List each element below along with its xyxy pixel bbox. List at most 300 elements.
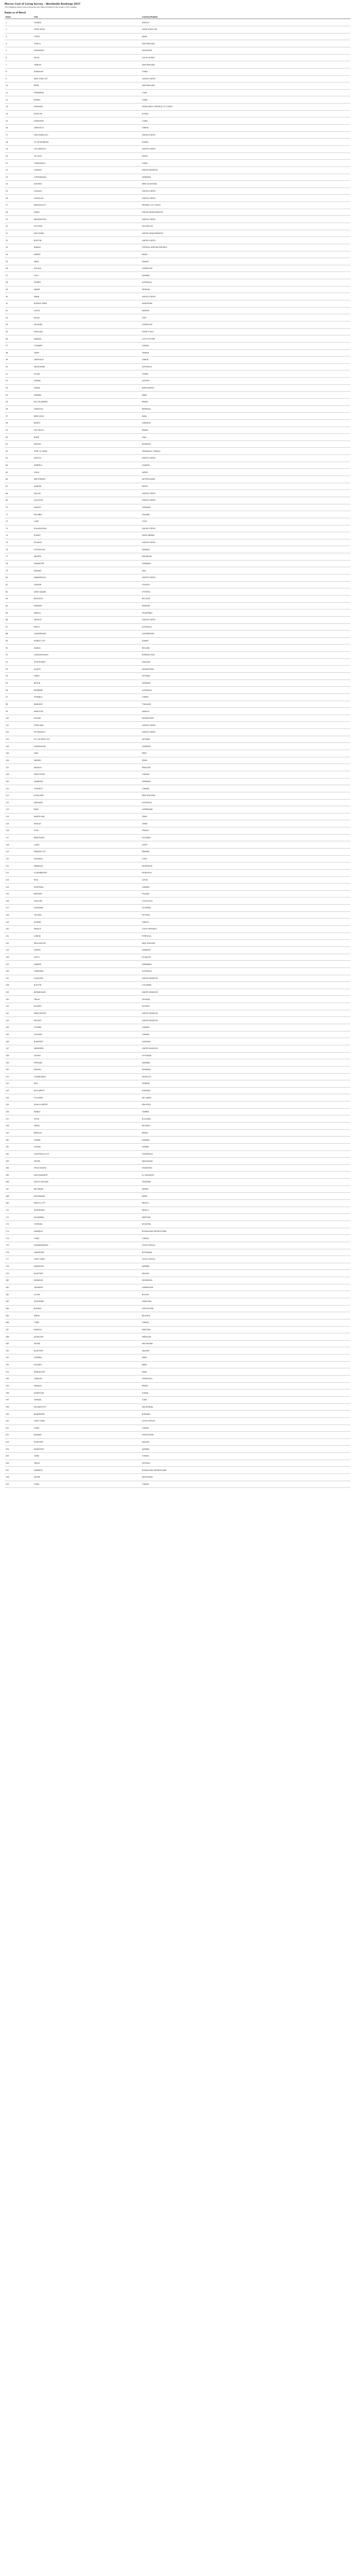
country-cell: NAMIBIA	[141, 1446, 350, 1453]
country-cell: UNITED STATES	[141, 539, 350, 546]
table-row	[5, 405, 350, 413]
rank-cell: 153	[5, 1087, 33, 1094]
city-cell: JOHANNESBURG	[33, 1242, 141, 1249]
country-cell: GUATEMALA	[141, 1150, 350, 1158]
rank-cell: 95	[5, 680, 33, 687]
rank-cell: 29	[5, 216, 33, 223]
rank-cell: 100	[5, 715, 33, 722]
rank-cell: 16	[5, 125, 33, 132]
rank-cell: 17	[5, 131, 33, 139]
table-row	[5, 771, 350, 778]
rank-cell: 60	[5, 434, 33, 441]
city-cell: OTTAWA	[33, 1024, 141, 1031]
country-cell: UKRAINE	[141, 1080, 350, 1088]
country-cell: MACEDONIA	[141, 1474, 350, 1481]
table-row	[5, 574, 350, 582]
table-row	[5, 876, 350, 884]
rank-cell: 158	[5, 1122, 33, 1129]
table-row	[5, 701, 350, 708]
rank-cell: 166	[5, 1179, 33, 1186]
rank-cell: 108	[5, 771, 33, 778]
country-cell: SAUDI ARABIA	[141, 532, 350, 539]
country-cell: MALAWI	[141, 1438, 350, 1446]
country-cell: UNITED ARAB EMIRATES	[141, 230, 350, 237]
table-row	[5, 1354, 350, 1362]
country-cell: KYRGYZSTAN	[141, 1432, 350, 1439]
city-cell: KATHMANDU	[33, 1193, 141, 1200]
table-row	[5, 1221, 350, 1228]
country-cell: CANADA	[141, 884, 350, 891]
country-cell: NICARAGUA	[141, 1277, 350, 1284]
city-cell: MELBOURNE	[33, 363, 141, 370]
rank-cell: 8	[5, 68, 33, 75]
country-cell: DENMARK	[141, 174, 350, 181]
rank-cell: 161	[5, 1143, 33, 1150]
table-row	[5, 328, 350, 335]
rank-cell: 81	[5, 581, 33, 588]
rank-cell: 24	[5, 181, 33, 188]
rank-cell: 75	[5, 539, 33, 546]
table-row	[5, 869, 350, 876]
table-body	[5, 19, 350, 1488]
rank-cell: 182	[5, 1291, 33, 1298]
rank-cell: 53	[5, 384, 33, 392]
rank-cell: 107	[5, 764, 33, 771]
city-cell: NEW YORK CITY	[33, 75, 141, 82]
rank-cell: 179	[5, 1270, 33, 1277]
rank-cell: 187	[5, 1326, 33, 1333]
country-cell: UNITED STATES	[141, 525, 350, 532]
city-cell: BANGALORE	[33, 1368, 141, 1376]
city-cell: SARAJEVO	[33, 1228, 141, 1235]
table-row	[5, 384, 350, 392]
table-row	[5, 237, 350, 244]
rank-cell: 140	[5, 996, 33, 1003]
city-cell: MONTEVIDEO	[33, 658, 141, 666]
rank-cell: 22	[5, 166, 33, 174]
rank-cell: 164	[5, 1164, 33, 1172]
rank-cell: 174	[5, 1235, 33, 1242]
city-cell: SAN JOSE	[33, 897, 141, 905]
table-row	[5, 841, 350, 849]
rank-cell: 90	[5, 645, 33, 652]
country-cell: MEXICO	[141, 1200, 350, 1207]
table-row	[5, 511, 350, 518]
table-row	[5, 1172, 350, 1179]
city-cell: VILNIUS	[33, 1052, 141, 1059]
rank-cell: 74	[5, 532, 33, 539]
country-cell: AUSTRALIA	[141, 799, 350, 806]
country-cell: AUSTRALIA	[141, 363, 350, 370]
country-cell: GEORGIA	[141, 996, 350, 1003]
table-row	[5, 631, 350, 638]
rank-cell: 170	[5, 1207, 33, 1214]
country-cell: GAMBIA	[141, 1108, 350, 1115]
rank-cell: 120	[5, 855, 33, 862]
table-row	[5, 1347, 350, 1354]
city-cell: ABU DHABI	[33, 230, 141, 237]
rank-cell: 143	[5, 1017, 33, 1024]
city-cell: BUJUMBURA	[33, 1411, 141, 1418]
city-cell: CAIRO	[33, 841, 141, 849]
table-row	[5, 1179, 350, 1186]
city-cell: KINGSTON	[33, 708, 141, 715]
city-cell: LOS ANGELES	[33, 145, 141, 152]
country-cell: FRANCE	[141, 258, 350, 265]
country-cell: CROATIA	[141, 581, 350, 588]
table-row	[5, 778, 350, 785]
rank-cell: 118	[5, 841, 33, 849]
country-cell: TUNISIA	[141, 1481, 350, 1488]
table-row	[5, 911, 350, 919]
country-cell: ARMENIA	[141, 1059, 350, 1066]
country-cell: UNITED STATES	[141, 722, 350, 729]
rank-cell: 136	[5, 968, 33, 975]
rank-cell: 3	[5, 33, 33, 40]
table-row	[5, 1270, 350, 1277]
rank-cell: 33	[5, 244, 33, 251]
rank-cell: 131	[5, 933, 33, 940]
city-cell: BLANTYRE	[33, 1270, 141, 1277]
country-cell: ITALY	[141, 314, 350, 321]
column-header-country[interactable]: Country/Region	[141, 15, 350, 19]
table-row	[5, 440, 350, 448]
rank-cell: 206	[5, 1460, 33, 1467]
city-cell: PHILADELPHIA	[33, 525, 141, 532]
table-row	[5, 785, 350, 792]
country-cell: BOLIVIA	[141, 1291, 350, 1298]
city-cell: DAKAR	[33, 286, 141, 293]
city-cell: KUWAIT CITY	[33, 637, 141, 645]
city-cell: BARCELONA	[33, 813, 141, 820]
rank-cell: 68	[5, 490, 33, 497]
country-cell: UNITED KINGDOM	[141, 989, 350, 996]
country-cell: NEW ZEALAND	[141, 940, 350, 947]
city-cell: GUATEMALA CITY	[33, 1150, 141, 1158]
table-row	[5, 68, 350, 75]
table-row	[5, 1340, 350, 1347]
country-cell: UNITED STATES	[141, 490, 350, 497]
rank-cell: 20	[5, 152, 33, 160]
city-cell: JAKARTA	[33, 553, 141, 561]
country-cell: PANAMA	[141, 849, 350, 856]
city-cell: HO CHI MINH CITY	[33, 736, 141, 743]
table-row	[5, 1214, 350, 1221]
country-cell: DEMOCRATIC REPUBLIC OF CONGO	[141, 104, 350, 111]
rank-cell: 192	[5, 1361, 33, 1368]
city-cell: FRANKFURT	[33, 560, 141, 567]
country-cell: BOSNIA AND HERZEGOVINA	[141, 1467, 350, 1474]
country-cell: GEORGIA	[141, 1460, 350, 1467]
country-cell: RUSSIA	[141, 110, 350, 117]
country-cell: TUNISIA	[141, 1235, 350, 1242]
country-cell: GERMANY	[141, 504, 350, 511]
table-row	[5, 1284, 350, 1291]
rank-cell: 79	[5, 567, 33, 574]
rank-cell: 128	[5, 911, 33, 919]
country-cell: AZERBAIJAN	[141, 806, 350, 814]
table-row	[5, 658, 350, 666]
city-cell: BEIRUT	[33, 419, 141, 427]
table-row	[5, 392, 350, 399]
rank-cell: 193	[5, 1368, 33, 1376]
rank-cell: 111	[5, 792, 33, 799]
country-cell: THAILAND	[141, 701, 350, 708]
rank-cell: 12	[5, 96, 33, 104]
country-cell: ITALY	[141, 434, 350, 441]
city-cell: MANILA	[33, 609, 141, 617]
rank-cell: 114	[5, 813, 33, 820]
table-row	[5, 1481, 350, 1488]
rank-cell: 177	[5, 1256, 33, 1263]
country-cell: NEW ZEALAND	[141, 792, 350, 799]
rank-cell: 135	[5, 961, 33, 968]
rank-cell: 152	[5, 1080, 33, 1088]
city-cell: DHAKA	[33, 384, 141, 392]
city-cell: MINSK	[33, 1312, 141, 1319]
column-header-city[interactable]: City	[33, 15, 141, 19]
table-row	[5, 933, 350, 940]
table-row	[5, 905, 350, 912]
country-cell: PAKISTAN	[141, 764, 350, 771]
table-row	[5, 736, 350, 743]
table-row	[5, 131, 350, 139]
city-cell: TALLINN	[33, 911, 141, 919]
table-row	[5, 1073, 350, 1080]
country-cell: MONGOLIA	[141, 869, 350, 876]
country-cell: SOUTH KOREA	[141, 54, 350, 61]
table-row	[5, 1087, 350, 1094]
city-cell: BISHKEK	[33, 1305, 141, 1312]
country-cell: CHINA	[141, 68, 350, 75]
city-cell: MONTREAL	[33, 884, 141, 891]
rank-cell: 71	[5, 511, 33, 518]
country-cell: UNITED STATES	[141, 75, 350, 82]
city-cell: MUNICH	[33, 504, 141, 511]
rank-cell: 132	[5, 940, 33, 947]
country-cell: UNITED STATES	[141, 455, 350, 462]
rank-cell: 123	[5, 876, 33, 884]
country-cell: LITHUANIA	[141, 1052, 350, 1059]
rank-cell: 127	[5, 905, 33, 912]
city-cell: BOSTON	[33, 237, 141, 244]
country-cell: VIETNAM	[141, 672, 350, 680]
rank-cell: 36	[5, 265, 33, 272]
table-row	[5, 919, 350, 926]
city-cell: BEIJING	[33, 96, 141, 104]
rank-cell: 122	[5, 869, 33, 876]
country-cell: CHAD	[141, 89, 350, 96]
table-row	[5, 483, 350, 490]
city-cell: TBILISI	[33, 996, 141, 1003]
rank-cell: 43	[5, 314, 33, 321]
city-cell: BUCHAREST	[33, 1087, 141, 1094]
column-header-rank[interactable]: Rank	[5, 15, 33, 19]
city-cell: CANBERRA	[33, 968, 141, 975]
rank-cell: 5	[5, 47, 33, 54]
country-cell: BRAZIL	[141, 399, 350, 406]
table-row	[5, 1129, 350, 1137]
country-cell: INDONESIA	[141, 553, 350, 561]
city-cell: SHANGHAI	[33, 68, 141, 75]
city-cell: HOUSTON	[33, 497, 141, 504]
rank-cell: 86	[5, 616, 33, 623]
table-row	[5, 279, 350, 286]
country-cell: HONG KONG SAR	[141, 26, 350, 33]
country-cell: SOUTH AFRICA	[141, 1242, 350, 1249]
table-header-row	[5, 15, 350, 19]
table-row	[5, 813, 350, 820]
section-title: Ranks as of March	[5, 11, 26, 14]
country-cell: AUSTRIA	[141, 378, 350, 385]
table-row	[5, 258, 350, 265]
rank-cell: 200	[5, 1417, 33, 1425]
rank-cell: 190	[5, 1347, 33, 1354]
city-cell: TIRANA	[33, 1137, 141, 1144]
table-row	[5, 166, 350, 174]
rank-cell: 141	[5, 1003, 33, 1010]
country-cell: BELGIUM	[141, 595, 350, 602]
country-cell: BULGARIA	[141, 1115, 350, 1123]
country-cell: EGYPT	[141, 841, 350, 849]
table-row	[5, 693, 350, 701]
country-cell: CHINA	[141, 160, 350, 167]
rank-cell: 66	[5, 476, 33, 483]
rank-cell: 112	[5, 799, 33, 806]
table-row	[5, 1185, 350, 1193]
country-cell: GABON	[141, 357, 350, 364]
country-cell: UNITED STATES	[141, 188, 350, 195]
rank-cell: 121	[5, 862, 33, 870]
city-cell: HARARE	[33, 961, 141, 968]
rank-cell: 49	[5, 357, 33, 364]
country-cell: UNITED STATES	[141, 293, 350, 300]
country-cell: ANGOLA	[141, 19, 350, 26]
table-row	[5, 1368, 350, 1376]
rank-cell: 85	[5, 609, 33, 617]
rank-cell: 45	[5, 328, 33, 335]
table-row	[5, 363, 350, 370]
city-cell: LUANDA	[33, 19, 141, 26]
country-cell: TAJIKISTAN	[141, 1298, 350, 1306]
city-cell: BUENOS AIRES	[33, 300, 141, 308]
rank-cell: 9	[5, 75, 33, 82]
rank-cell: 189	[5, 1340, 33, 1347]
table-row	[5, 890, 350, 897]
city-cell: WARSAW	[33, 890, 141, 897]
country-cell: UGANDA	[141, 462, 350, 469]
table-row	[5, 1137, 350, 1144]
city-cell: KHARTOUM	[33, 1389, 141, 1397]
table-row	[5, 996, 350, 1003]
city-cell: SARAJEVO	[33, 1467, 141, 1474]
city-cell: LUXEMBOURG	[33, 631, 141, 638]
country-cell: EL SALVADOR	[141, 1172, 350, 1179]
country-cell: BAHRAIN	[141, 602, 350, 609]
rank-cell: 129	[5, 919, 33, 926]
country-cell: GERMANY	[141, 560, 350, 567]
table-row	[5, 975, 350, 982]
city-cell: TUNIS	[33, 1425, 141, 1432]
rank-cell: 37	[5, 272, 33, 279]
country-cell: COLOMBIA	[141, 982, 350, 989]
city-cell: MINSK	[33, 1122, 141, 1129]
country-cell: MACEDONIA	[141, 1158, 350, 1165]
city-cell: ALMATY	[33, 666, 141, 673]
city-cell: SOFIA	[33, 1115, 141, 1123]
rank-cell: 15	[5, 117, 33, 125]
city-cell: HAVANA	[33, 1396, 141, 1403]
rank-cell: 14	[5, 110, 33, 117]
table-row	[5, 729, 350, 736]
table-row	[5, 1460, 350, 1467]
country-cell: UNITED STATES	[141, 145, 350, 152]
rank-cell: 115	[5, 820, 33, 827]
city-cell: PORTLAND	[33, 722, 141, 729]
country-cell: MAURITANIA	[141, 1403, 350, 1411]
city-cell: TEL AVIV	[33, 152, 141, 160]
country-cell: NEPAL	[141, 1193, 350, 1200]
rank-cell: 116	[5, 827, 33, 835]
city-cell: MEXICO CITY	[33, 1200, 141, 1207]
rank-cell: 104	[5, 743, 33, 750]
table-row	[5, 413, 350, 420]
table-row	[5, 1249, 350, 1256]
table-row	[5, 448, 350, 455]
rank-cell: 142	[5, 1010, 33, 1017]
rank-cell: 146	[5, 1038, 33, 1045]
city-cell: CONAKRY	[33, 342, 141, 349]
table-row	[5, 1417, 350, 1425]
rank-cell: 2	[5, 26, 33, 33]
country-cell: UNITED STATES	[141, 729, 350, 736]
rank-cell: 169	[5, 1200, 33, 1207]
country-cell: BAHAMAS	[141, 440, 350, 448]
city-cell: BERLIN	[33, 680, 141, 687]
table-row	[5, 96, 350, 104]
city-cell: HONOLULU	[33, 195, 141, 202]
country-cell: CANADA	[141, 771, 350, 778]
table-row	[5, 188, 350, 195]
country-cell: CANADA	[141, 1024, 350, 1031]
rank-cell: 134	[5, 954, 33, 961]
city-cell: CAPE TOWN	[33, 1417, 141, 1425]
table-row	[5, 799, 350, 806]
country-cell: CUBA	[141, 1396, 350, 1403]
city-cell: MANAGUA	[33, 862, 141, 870]
country-cell: UNITED STATES	[141, 574, 350, 582]
country-cell: AUSTRALIA	[141, 623, 350, 631]
table-row	[5, 54, 350, 61]
table-row	[5, 1432, 350, 1439]
table-row	[5, 750, 350, 757]
country-cell: INDIA	[141, 1368, 350, 1376]
table-row	[5, 1389, 350, 1397]
city-cell: LISBON	[33, 933, 141, 940]
city-cell: DUBLIN	[33, 645, 141, 652]
country-cell: NIGERIA	[141, 307, 350, 314]
rank-cell: 51	[5, 370, 33, 378]
rank-cell: 165	[5, 1172, 33, 1179]
rank-cell: 47	[5, 342, 33, 349]
country-cell: LEBANON	[141, 419, 350, 427]
rank-cell: 207	[5, 1467, 33, 1474]
country-cell: BRAZIL	[141, 1382, 350, 1389]
rank-cell: 167	[5, 1185, 33, 1193]
city-cell: LYON	[33, 827, 141, 835]
rank-cell: 39	[5, 286, 33, 293]
country-cell: SERBIA	[141, 1185, 350, 1193]
